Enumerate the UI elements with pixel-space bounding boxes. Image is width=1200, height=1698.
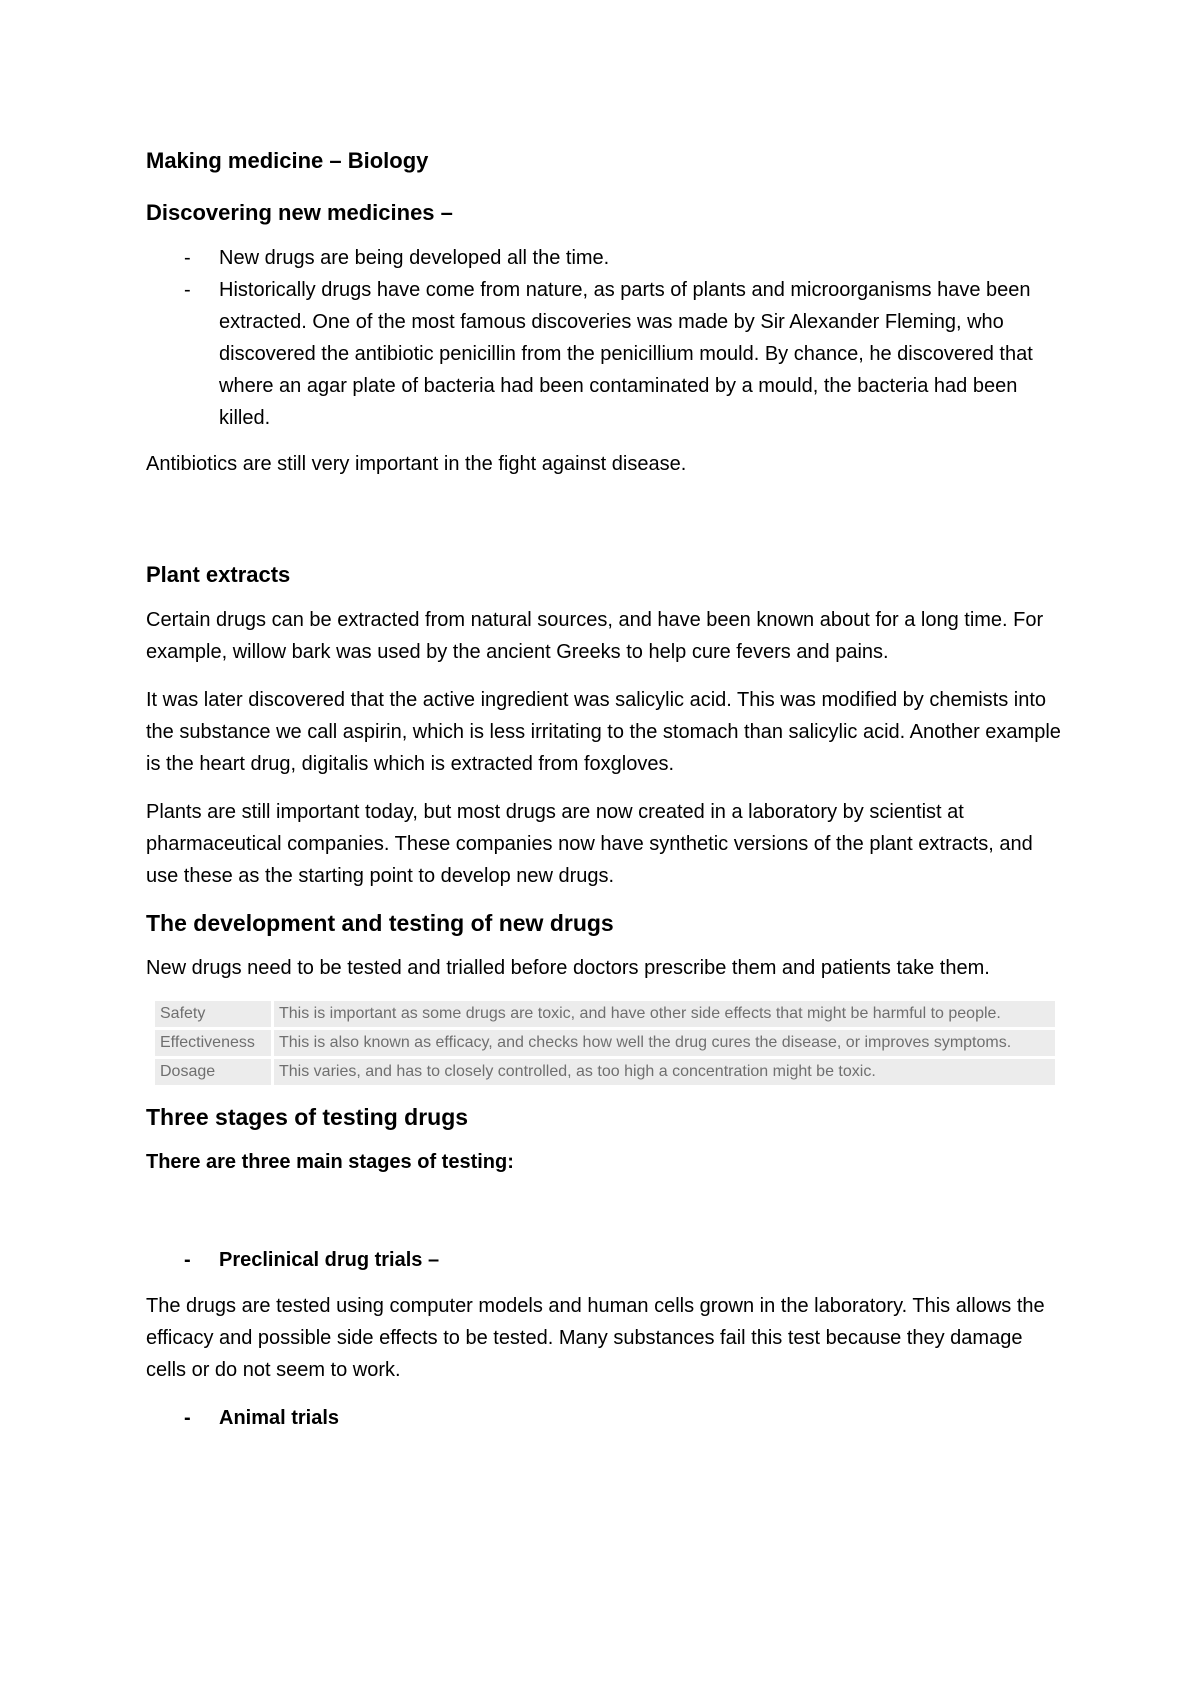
table-row [155, 1059, 1055, 1085]
table-cell-text: This is also known as efficacy, and checks how well the drug cures the disease, or improves symptoms. [274, 1030, 1055, 1056]
table-cell-label: Safety [155, 1001, 271, 1027]
dash-bullet: - [184, 1407, 191, 1429]
paragraph-natural-sources: Certain drugs can be extracted from natural sources, and have been known about for a long time. For example, willow bark was used by the ancient Greeks to help cure fevers and pains. [146, 609, 1044, 663]
list-item-text: New drugs are being developed all the time. [219, 247, 610, 269]
table-cell-label: Effectiveness [155, 1030, 271, 1056]
list-item [146, 242, 1066, 274]
paragraph-trialled: New drugs need to be tested and trialled before doctors prescribe them and patients take them. [146, 957, 990, 979]
table-cell-text: This is important as some drugs are toxic, and have other side effects that might be harmful to people. [274, 1001, 1055, 1027]
paragraph-antibiotics: Antibiotics are still very important in the fight against disease. [146, 453, 687, 475]
table-cell-text: This varies, and has to closely controlled, as too high a concentration might be toxic. [274, 1059, 1055, 1085]
list-item-text: Animal trials [219, 1407, 340, 1429]
table-row [155, 1001, 1055, 1027]
list-item [146, 1402, 1066, 1434]
testing-criteria-table [152, 998, 1058, 1088]
dash-bullet: - [184, 279, 191, 301]
list-item-text: Preclinical drug trials – [219, 1249, 440, 1271]
paragraph-preclinical: The drugs are tested using computer models and human cells grown in the laboratory. This allows the efficacy and possible side effects to be tested. Many substances fail this test because they damage cells or do not seem to work. [146, 1295, 1045, 1381]
table-cell-label: Dosage [155, 1059, 271, 1085]
heading-development-testing: The development and testing of new drugs [146, 910, 614, 936]
paragraph-laboratory-drugs: Plants are still important today, but most drugs are now created in a laboratory by scientist at pharmaceutical companies. These companies now have synthetic versions of the plant extracts, and use these as the starting point to develop new drugs. [146, 801, 1033, 887]
discovering-bullet-list [146, 242, 1066, 434]
dash-bullet: - [184, 247, 191, 269]
heading-three-stages: Three stages of testing drugs [146, 1104, 469, 1130]
stage-list-preclinical [146, 1244, 1066, 1276]
list-item [146, 1244, 1066, 1276]
list-item [146, 274, 1066, 434]
dash-bullet: - [184, 1249, 191, 1271]
paragraph-three-main-stages: There are three main stages of testing: [146, 1151, 514, 1173]
blank-space [146, 1194, 1066, 1244]
stage-list-animal [146, 1402, 1066, 1434]
heading-plant-extracts: Plant extracts [146, 562, 291, 587]
table-row [155, 1030, 1055, 1056]
paragraph-salicylic-acid: It was later discovered that the active ingredient was salicylic acid. This was modified by chemists into the substance we call aspirin, which is less irritating to the stomach than salicylic acid. Another example is the heart drug, digitalis which is extracted from foxgloves. [146, 689, 1061, 775]
list-item-text: Historically drugs have come from nature, as parts of plants and microorganisms have been extracted. One of the most famous discoveries was made by Sir Alexander Fleming, who discovered the antibiotic penicillin from the penicillium mould. By chance, he discovered that where an agar plate of bacteria had been contaminated by a mould, the bacteria had been killed. [219, 279, 1033, 429]
heading-discovering-new-medicines: Discovering new medicines – [146, 200, 453, 225]
blank-space [146, 496, 1066, 560]
document-title: Making medicine – Biology [146, 148, 429, 173]
document-body [146, 146, 1066, 1448]
